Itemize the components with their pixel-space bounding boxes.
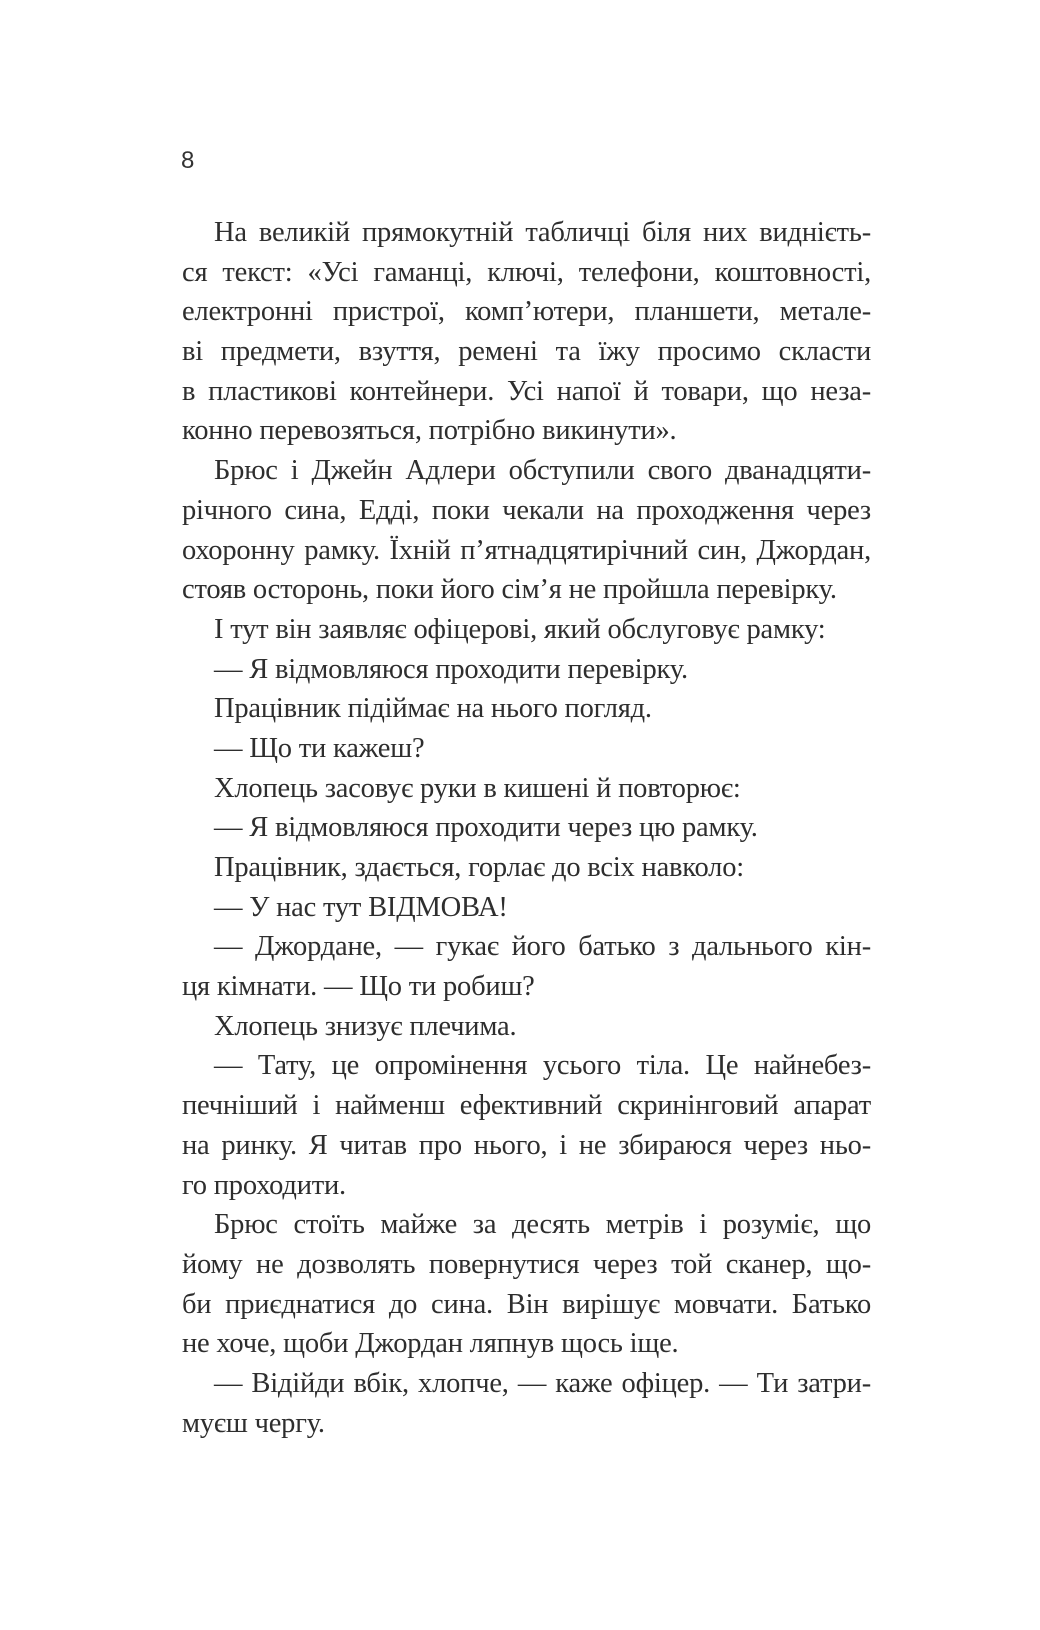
text-line: го проходити. [182, 1169, 346, 1201]
text-line: йому не дозволять повернутися через той сканер, що- [182, 1248, 871, 1280]
text-line: Працівник підіймає на нього погляд. [214, 693, 652, 725]
text-line: ся текст: «Усі гаманці, ключі, телефони, коштовності, [182, 256, 871, 288]
text-line: охоронну рамку. Їхній п’ятнадцятирічний син, Джордан, [182, 534, 871, 566]
text-line: печніший і найменш ефективний скринінговий апарат [182, 1090, 871, 1122]
text-line: на ринку. Я читав про нього, і не збираюся через ньо- [182, 1129, 871, 1161]
text-line: в пластикові контейнери. Усі напої й товари, що неза- [182, 375, 871, 407]
text-line: — Я відмовляюся проходити перевірку. [214, 653, 688, 685]
text-line: стояв осторонь, поки його сім’я не пройшла перевірку. [182, 574, 837, 606]
text-line: Хлопець засовує руки в кишені й повторює: [214, 772, 741, 804]
text-line: — Що ти кажеш? [214, 732, 425, 764]
text-line: — Я відмовляюся проходити через цю рамку. [214, 812, 758, 844]
text-line: Брюс і Джейн Адлери обступили свого дванадцяти- [214, 455, 871, 487]
text-line: не хоче, щоби Джордан ляпнув щось іще. [182, 1328, 679, 1360]
text-line: Брюс стоїть майже за десять метрів і розуміє, що [214, 1209, 871, 1241]
text-line: конно перевозяться, потрібно викинути». [182, 415, 677, 447]
text-line: — У нас тут ВІДМОВА! [214, 891, 508, 923]
text-line: — Тату, це опромінення усього тіла. Це найнебез- [214, 1050, 871, 1082]
text-line: — Джордане, — гукає його батько з дальнього кін- [214, 931, 871, 963]
text-line: річного сина, Едді, поки чекали на проходження через [182, 494, 871, 526]
body-text [182, 213, 871, 1443]
page-number: 8 [181, 147, 195, 174]
text-line: би приєднатися до сина. Він вирішує мовчати. Батько [182, 1288, 871, 1320]
text-line: І тут він заявляє офіцерові, який обслуговує рамку: [214, 613, 826, 645]
text-line: ця кімнати. — Що ти робиш? [182, 971, 535, 1003]
text-line: — Відійди вбік, хлопче, — каже офіцер. — Ти затри- [214, 1367, 871, 1399]
text-line: Хлопець знизує плечима. [214, 1010, 517, 1042]
text-line: ві предмети, взуття, ремені та їжу просимо скласти [182, 336, 871, 368]
text-line: електронні пристрої, комп’ютери, планшети, метале- [182, 296, 871, 328]
text-line: Працівник, здається, горлає до всіх навколо: [214, 852, 744, 883]
text-line: На великій прямокутній табличці біля них виднієть- [214, 217, 871, 248]
text-line: муєш чергу. [182, 1407, 325, 1439]
